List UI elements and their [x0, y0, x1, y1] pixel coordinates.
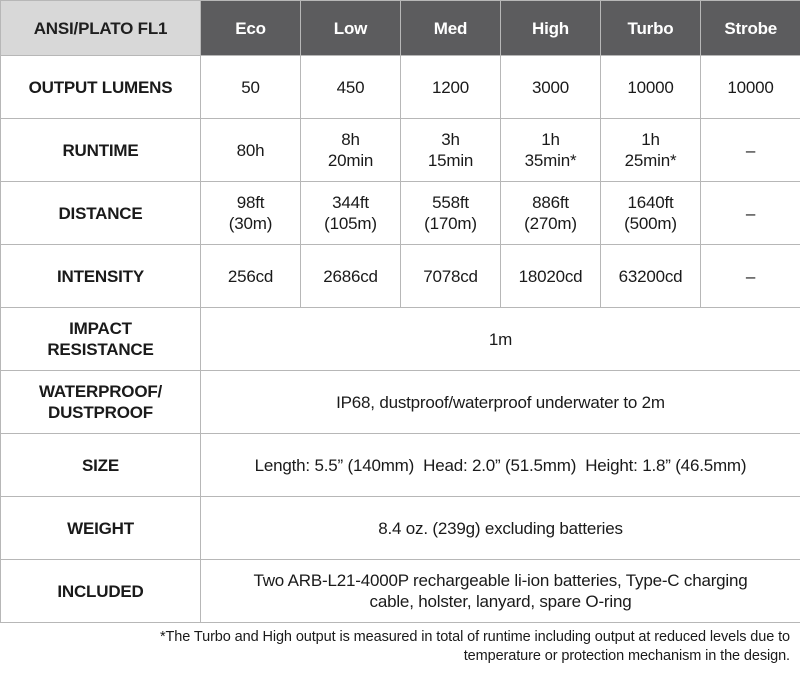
cell-med: 1200: [401, 56, 501, 119]
cell-low: 8h 20min: [301, 119, 401, 182]
row-runtime: [1, 119, 800, 182]
row-included: [1, 560, 800, 623]
cell-high: 886ft (270m): [501, 182, 601, 245]
row-waterproof: [1, 371, 800, 434]
row-weight: [1, 497, 800, 560]
cell-strobe: –: [701, 245, 800, 308]
mode-high: High: [501, 1, 601, 56]
footnote: *The Turbo and High output is measured in total of runtime including output at reduced levels due to temperature or protection mechanism in the design.: [159, 629, 790, 664]
cell-med: 558ft (170m): [401, 182, 501, 245]
cell-turbo: 1h 25min*: [601, 119, 701, 182]
cell-low: 450: [301, 56, 401, 119]
row-label: INTENSITY: [1, 245, 201, 308]
mode-med: Med: [401, 1, 501, 56]
row-label: SIZE: [1, 434, 201, 497]
merged-value: IP68, dustproof/waterproof underwater to 2m: [201, 371, 800, 434]
row-label: DISTANCE: [1, 182, 201, 245]
cell-low: 2686cd: [301, 245, 401, 308]
cell-med: 7078cd: [401, 245, 501, 308]
cell-low: 344ft (105m): [301, 182, 401, 245]
row-distance: [1, 182, 800, 245]
mode-turbo: Turbo: [601, 1, 701, 56]
cell-strobe: –: [701, 119, 800, 182]
mode-low: Low: [301, 1, 401, 56]
row-output-lumens: [1, 56, 800, 119]
row-intensity: [1, 245, 800, 308]
row-size: [1, 434, 800, 497]
cell-high: 3000: [501, 56, 601, 119]
row-label: IMPACT RESISTANCE: [1, 308, 201, 371]
cell-turbo: 63200cd: [601, 245, 701, 308]
cell-med: 3h 15min: [401, 119, 501, 182]
cell-turbo: 1640ft (500m): [601, 182, 701, 245]
cell-strobe: –: [701, 182, 800, 245]
standard-label: ANSI/PLATO FL1: [1, 1, 201, 56]
row-label: INCLUDED: [1, 560, 201, 623]
cell-high: 1h 35min*: [501, 119, 601, 182]
row-impact-resistance: [1, 308, 800, 371]
row-label: OUTPUT LUMENS: [1, 56, 201, 119]
mode-eco: Eco: [201, 1, 301, 56]
cell-eco: 98ft (30m): [201, 182, 301, 245]
cell-turbo: 10000: [601, 56, 701, 119]
row-label: WEIGHT: [1, 497, 201, 560]
merged-value: Two ARB-L21-4000P rechargeable li-ion batteries, Type-C charging cable, holster, lanyard, spare O-ring: [201, 560, 800, 623]
cell-eco: 50: [201, 56, 301, 119]
mode-strobe: Strobe: [701, 1, 800, 56]
merged-value: 8.4 oz. (239g) excluding batteries: [201, 497, 800, 560]
row-label: WATERPROOF/ DUSTPROOF: [1, 371, 201, 434]
cell-high: 18020cd: [501, 245, 601, 308]
merged-value: 1m: [201, 308, 800, 371]
merged-value: Length: 5.5” (140mm) Head: 2.0” (51.5mm) Height: 1.8” (46.5mm): [201, 434, 800, 497]
header-row: [1, 1, 800, 56]
cell-eco: 256cd: [201, 245, 301, 308]
cell-eco: 80h: [201, 119, 301, 182]
cell-strobe: 10000: [701, 56, 800, 119]
row-label: RUNTIME: [1, 119, 201, 182]
